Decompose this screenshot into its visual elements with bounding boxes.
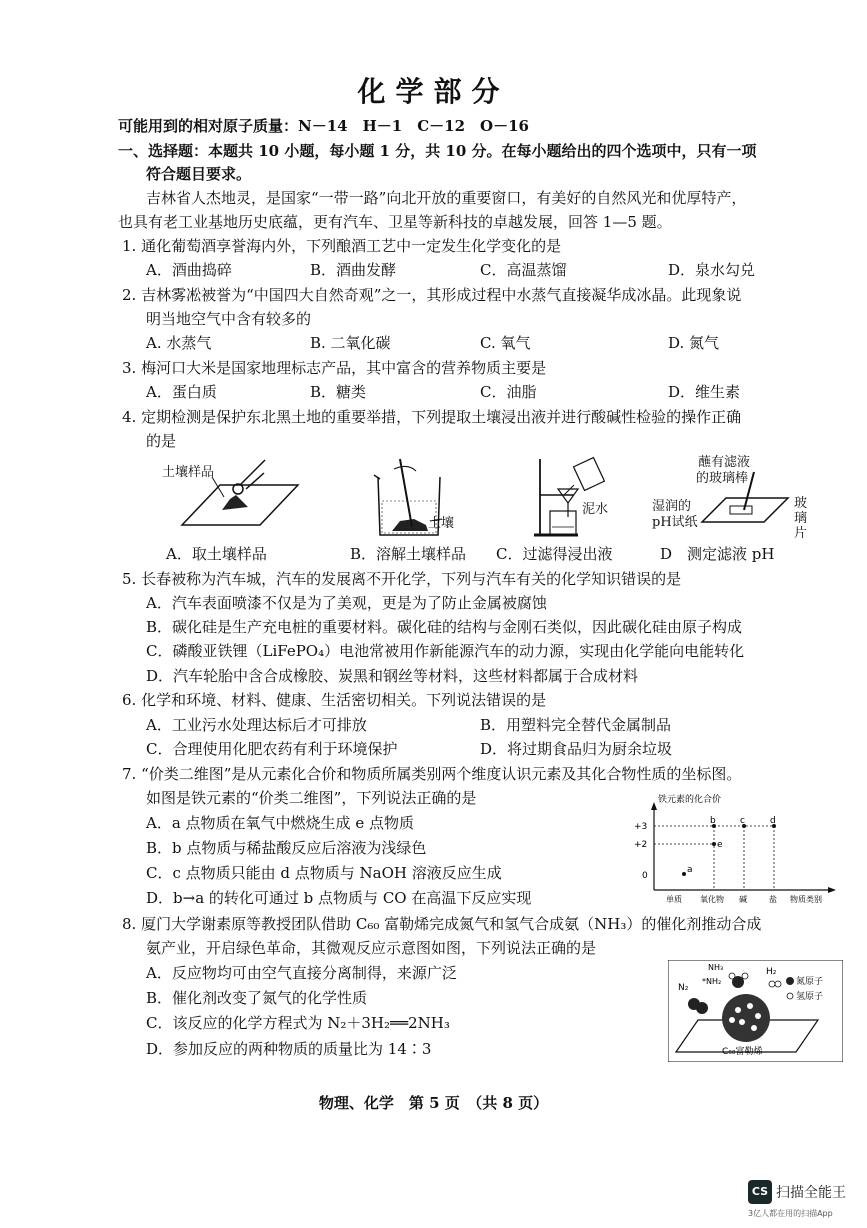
q2-option-b: B. 二氧化碳 <box>310 334 391 352</box>
q3-option-d: D．维生素 <box>668 383 741 401</box>
q1-option-d: D．泉水勾兑 <box>668 261 756 279</box>
label-c60: C₆₀富勒烯 <box>722 1047 763 1057</box>
q5-option-c: C．磷酸亚铁锂（LiFePO₄）电池常被用作新能源汽车的动力源，实现由化学能向电能转化 <box>146 642 745 660</box>
c60-fullerene-icon <box>722 994 770 1042</box>
q8-reaction-figure <box>668 960 843 1062</box>
q4-label-glass-2: 璃 <box>794 511 808 526</box>
point-e <box>712 842 716 846</box>
page-footer: 物理、化学 第 5 页 （共 8 页） <box>318 1094 549 1112</box>
q5-option-a: A．汽车表面喷漆不仅是为了美观，更是为了防止金属被腐蚀 <box>146 594 547 612</box>
q4-label-glass-1: 玻 <box>794 496 808 511</box>
q5-option-d: D．汽车轮胎中含合成橡胶、炭黑和钢丝等材料，这些材料都属于合成材料 <box>146 667 639 685</box>
q8-option-d: D．参加反应的两种物质的质量比为 14∶3 <box>146 1040 432 1058</box>
tick-y-plus2: +2 <box>634 840 648 850</box>
q7-option-a: A．a 点物质在氧气中燃烧生成 e 点物质 <box>146 814 414 832</box>
q8-stem: 8. 厦门大学谢素原等教授团队借助 C₆₀ 富勒烯完成氮气和氢气合成氨（NH₃）的催化剂推动合成 <box>122 915 762 933</box>
camscanner-logo-icon: CS <box>748 1180 772 1204</box>
q7-stem-cont: 如图是铁元素的“价类二维图”，下列说法正确的是 <box>146 789 477 807</box>
label-a: a <box>687 865 693 875</box>
q2-option-c: C. 氧气 <box>480 334 531 352</box>
tick-x-oxide: 氧化物 <box>700 895 724 904</box>
q1-option-b: B．酒曲发酵 <box>310 261 397 279</box>
tick-x-base: 碱 <box>739 895 747 904</box>
q4-label-soil-sample: 土壤样品 <box>162 465 215 480</box>
point-a <box>682 872 686 876</box>
section-heading-cont: 符合题目要求。 <box>146 165 252 183</box>
label-nh2: *NH₂ <box>702 977 722 986</box>
chart-xlabel: 物质类别 <box>790 895 822 904</box>
q4-stem-cont: 的是 <box>146 432 177 450</box>
label-nh3: NH₃ <box>708 963 724 972</box>
q4-figure-b <box>370 455 480 540</box>
q4-label-rod-cont: 的玻璃棒 <box>696 471 749 486</box>
x-axis-arrow-icon <box>828 887 836 893</box>
tick-x-element: 单质 <box>666 895 682 904</box>
q4-stem: 4. 定期检测是保护东北黑土地的重要举措，下列提取土壤浸出液并进行酸碱性检验的操作正确 <box>122 408 742 426</box>
label-h2: H₂ <box>766 967 777 977</box>
watermark-tagline: 3亿人都在用的扫描App <box>748 1209 833 1218</box>
q3-stem: 3. 梅河口大米是国家地理标志产品，其中富含的营养物质主要是 <box>122 359 547 377</box>
q7-stem: 7. “价类二维图”是从元素化合价和物质所属类别两个维度认识元素及其化合物性质的坐标图。 <box>122 765 742 783</box>
legend-h-atom-icon <box>787 993 793 999</box>
q8-option-c: C．该反应的化学方程式为 N₂＋3H₂══2NH₃ <box>146 1014 450 1032</box>
label-b: b <box>710 816 716 826</box>
q4-label-soil: 土壤 <box>428 516 455 531</box>
q8-stem-cont: 氨产业，开启绿色革命，其微观反应示意图如图，下列说法正确的是 <box>146 939 597 957</box>
q4-label-glass-3: 片 <box>794 526 808 541</box>
atomic-masses: 可能用到的相对原子质量：N－14 H－1 C－12 O－16 <box>118 117 529 135</box>
q6-stem: 6. 化学和环境、材料、健康、生活密切相关。下列说法错误的是 <box>122 691 547 709</box>
watermark-app-name: 扫描全能王 <box>776 1185 846 1201</box>
q6-option-d: D．将过期食品归为厨余垃圾 <box>480 740 673 758</box>
section-intro-cont: 也具有老工业基地历史底蕴，更有汽车、卫星等新科技的卓越发展，回答 1—5 题。 <box>118 213 672 231</box>
q4-option-c: C．过滤得浸出液 <box>496 545 613 563</box>
q3-option-b: B．糖类 <box>310 383 367 401</box>
page-title: 化学部分 <box>357 75 510 108</box>
tick-y-zero: 0 <box>642 871 648 881</box>
legend-n-atom-label: 氮原子 <box>796 977 824 987</box>
q5-option-b: B．碳化硅是生产充电桩的重要材料。碳化硅的结构与金刚石类似，因此碳化硅由原子构成 <box>146 618 743 636</box>
label-d: d <box>770 816 776 826</box>
q3-option-a: A．蛋白质 <box>146 383 217 401</box>
q2-option-d: D. 氮气 <box>668 334 720 352</box>
q7-option-b: B．b 点物质与稀盐酸反应后溶液为浅绿色 <box>146 839 427 857</box>
q4-label-paper: 湿润的 <box>652 499 692 514</box>
section-intro: 吉林省人杰地灵，是国家“一带一路”向北开放的重要窗口，有美好的自然风光和优厚特产， <box>146 189 747 207</box>
q1-option-a: A．酒曲捣碎 <box>146 261 232 279</box>
h2-molecule-icon <box>769 981 775 987</box>
section-heading: 一、选择题：本题共 10 小题，每小题 1 分，共 10 分。在每小题给出的四个选项中，只有一项 <box>118 142 757 160</box>
q4-option-d: D 测定滤液 pH <box>660 545 775 563</box>
label-c: c <box>740 816 745 826</box>
q8-option-a: A．反应物均可由空气直接分离制得，来源广泛 <box>146 964 457 982</box>
q6-option-a: A．工业污水处理达标后才可排放 <box>146 716 367 734</box>
q1-stem: 1. 通化葡萄酒享誉海内外，下列酿酒工艺中一定发生化学变化的是 <box>122 237 562 255</box>
q5-stem: 5. 长春被称为汽车城，汽车的发展离不开化学，下列与汽车有关的化学知识错误的是 <box>122 570 682 588</box>
legend-h-atom-label: 氢原子 <box>796 992 824 1002</box>
q4-label-mud-water: 泥水 <box>582 502 609 517</box>
q8-option-b: B．催化剂改变了氮气的化学性质 <box>146 989 368 1007</box>
q6-option-b: B．用塑料完全替代金属制品 <box>480 716 672 734</box>
label-n2: N₂ <box>678 983 689 993</box>
q1-option-c: C．高温蒸馏 <box>480 261 567 279</box>
q4-option-a: A．取土壤样品 <box>166 545 267 563</box>
q3-option-c: C．油脂 <box>480 383 537 401</box>
y-axis-arrow-icon <box>651 802 657 810</box>
tick-y-plus3: +3 <box>634 822 648 832</box>
q4-figure-c <box>528 455 628 540</box>
q2-option-a: A. 水蒸气 <box>146 334 212 352</box>
q2-stem-cont: 明当地空气中含有较多的 <box>146 310 312 328</box>
q7-valence-chart <box>630 794 845 906</box>
q4-label-rod: 蘸有滤液 <box>698 455 751 470</box>
q4-label-paper-cont: pH试纸 <box>652 515 698 530</box>
tick-x-salt: 盐 <box>769 895 777 904</box>
q6-option-c: C．合理使用化肥农药有利于环境保护 <box>146 740 398 758</box>
q7-option-d: D．b→a 的转化可通过 b 点物质与 CO 在高温下反应实现 <box>146 889 532 907</box>
q4-option-b: B．溶解土壤样品 <box>350 545 467 563</box>
q2-stem: 2. 吉林雾凇被誉为“中国四大自然奇观”之一，其形成过程中水蒸气直接凝华成冰晶。此现象说 <box>122 286 742 304</box>
legend-n-atom-icon <box>786 977 794 985</box>
chart-ylabel: 铁元素的化合价 <box>658 795 722 805</box>
q7-option-c: C．c 点物质只能由 d 点物质与 NaOH 溶液反应生成 <box>146 864 502 882</box>
label-e: e <box>717 840 723 850</box>
